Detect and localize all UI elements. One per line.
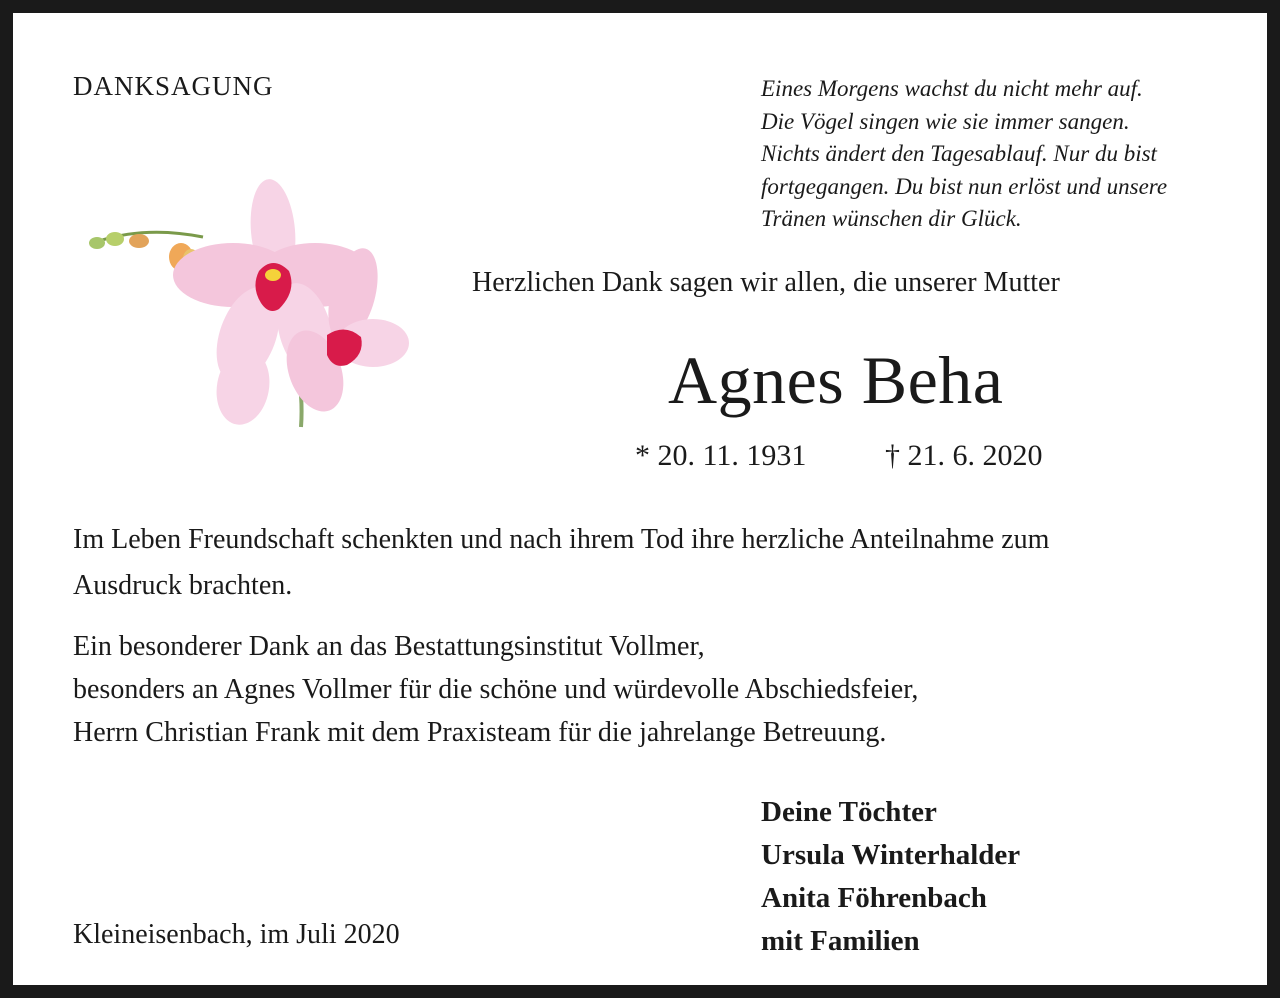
notice-heading: DANKSAGUNG <box>73 71 274 101</box>
signers <box>761 791 1020 963</box>
poem-line: Tränen wünschen dir Glück. <box>761 206 1022 231</box>
place-date: Kleineisenbach, im Juli 2020 <box>73 919 400 950</box>
poem-line: Eines Morgens wachst du nicht mehr auf. <box>761 76 1143 101</box>
signer-line: mit Familien <box>761 925 920 957</box>
signer-line: Deine Töchter <box>761 796 937 828</box>
signer-line: Anita Föhrenbach <box>761 882 987 914</box>
death-date: † 21. 6. 2020 <box>885 439 1043 472</box>
paragraph-line: Ausdruck brachten. <box>73 570 293 601</box>
poem-line: fortgegangen. Du bist nun erlöst und unsere <box>761 173 1168 199</box>
deceased-name: Agnes Beha <box>668 342 1004 418</box>
paragraph-line: Herrn Christian Frank mit dem Praxisteam für die jahrelange Betreuung. <box>73 717 887 748</box>
intro-text: Herzlichen Dank sagen wir allen, die unserer Mutter <box>472 267 1060 298</box>
poem-line: Nichts ändert den Tagesablauf. Nur du bist <box>761 141 1157 166</box>
signer-line: Ursula Winterhalder <box>761 839 1021 871</box>
poem <box>761 73 1261 236</box>
orchid-icon <box>83 175 418 435</box>
poem-line: Die Vögel singen wie sie immer sangen. <box>761 108 1130 134</box>
thanks-paragraph <box>73 517 1253 609</box>
paragraph-line: Ein besonderer Dank an das Bestattungsinstitut Vollmer, <box>73 631 705 662</box>
paragraph-line: besonders an Agnes Vollmer für die schöne und würdevolle Abschiedsfeier, <box>73 674 919 705</box>
paragraph-line: Im Leben Freundschaft schenkten und nach ihrem Tod ihre herzliche Anteilnahme zum <box>73 524 1050 555</box>
birth-date: * 20. 11. 1931 <box>635 439 807 472</box>
special-thanks-paragraph <box>73 625 1253 754</box>
